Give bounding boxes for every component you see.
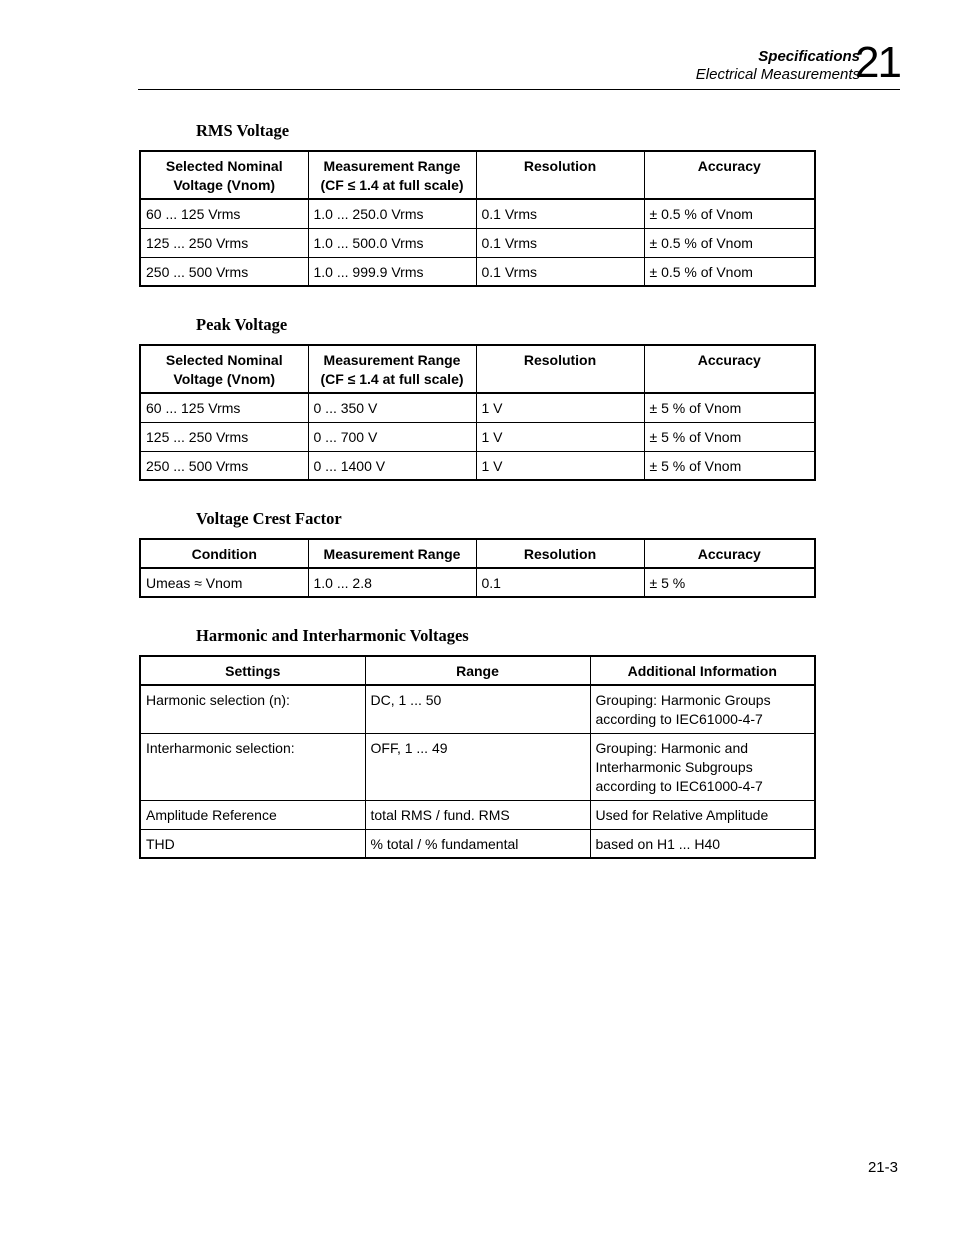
table-cell: 1.0 ... 2.8 [308,568,476,597]
table-row [140,829,815,858]
column-header: Range [365,656,590,685]
table-cell: Harmonic selection (n): [140,685,365,733]
harmonic-voltages-table [139,655,816,859]
table-row [140,422,815,451]
table-row [140,257,815,286]
table-cell: 1 V [476,422,644,451]
section-title-peak-voltage: Peak Voltage [196,315,288,334]
table-cell: ± 5 % [644,568,815,597]
column-header: Accuracy [644,151,815,199]
table-cell: DC, 1 ... 50 [365,685,590,733]
peak-voltage-table [139,344,816,481]
column-header: Measurement Range (CF ≤ 1.4 at full scale) [308,151,476,199]
table-row [140,199,815,228]
table-cell: 0 ... 700 V [308,422,476,451]
table-cell: 0 ... 350 V [308,393,476,422]
voltage-crest-factor-table [139,538,816,598]
table-cell: 0.1 [476,568,644,597]
table-cell: 0.1 Vrms [476,257,644,286]
table-cell: 1 V [476,393,644,422]
table-cell: ± 5 % of Vnom [644,451,815,480]
table-cell: 60 ... 125 Vrms [140,199,308,228]
table-cell: ± 5 % of Vnom [644,422,815,451]
table-cell: 0.1 Vrms [476,199,644,228]
table-cell: Grouping: Harmonic and Interharmonic Subgroups according to IEC61000-4-7 [590,733,815,800]
table-cell: 1 V [476,451,644,480]
column-header: Accuracy [644,345,815,393]
table-row [140,393,815,422]
rms-voltage-table [139,150,816,287]
table-cell: 125 ... 250 Vrms [140,422,308,451]
table-cell: Used for Relative Amplitude [590,800,815,829]
table-row [140,800,815,829]
header-title: Specifications [758,48,860,65]
header-titles [696,48,860,84]
header-subtitle: Electrical Measurements [695,66,860,83]
column-header: Resolution [476,151,644,199]
table-cell: THD [140,829,365,858]
chapter-number: 21 [855,38,900,87]
table-cell: 0 ... 1400 V [308,451,476,480]
table-cell: ± 0.5 % of Vnom [644,257,815,286]
table-cell: ± 0.5 % of Vnom [644,199,815,228]
table-row [140,451,815,480]
table-cell: 1.0 ... 500.0 Vrms [308,228,476,257]
column-header: Resolution [476,539,644,568]
table-row [140,685,815,733]
column-header: Selected Nominal Voltage (Vnom) [140,151,308,199]
table-cell: ± 5 % of Vnom [644,393,815,422]
table-cell: 60 ... 125 Vrms [140,393,308,422]
table-cell: Umeas ≈ Vnom [140,568,308,597]
column-header: Measurement Range [308,539,476,568]
table-cell: ± 0.5 % of Vnom [644,228,815,257]
table-cell: % total / % fundamental [365,829,590,858]
column-header: Selected Nominal Voltage (Vnom) [140,345,308,393]
table-cell: 125 ... 250 Vrms [140,228,308,257]
table-cell: 250 ... 500 Vrms [140,451,308,480]
column-header: Resolution [476,345,644,393]
table-cell: 1.0 ... 999.9 Vrms [308,257,476,286]
page-number: 21-3 [867,1159,898,1176]
section-title-voltage-crest-factor: Voltage Crest Factor [196,509,342,528]
column-header: Additional Information [590,656,815,685]
section-title-rms-voltage: RMS Voltage [196,121,290,140]
column-header: Condition [140,539,308,568]
section-title-harmonic-voltages: Harmonic and Interharmonic Voltages [196,626,469,645]
column-header: Measurement Range (CF ≤ 1.4 at full scale) [308,345,476,393]
page-header [138,38,900,90]
table-row [140,568,815,597]
table-cell: 1.0 ... 250.0 Vrms [308,199,476,228]
table-cell: total RMS / fund. RMS [365,800,590,829]
table-cell: 250 ... 500 Vrms [140,257,308,286]
table-row [140,228,815,257]
table-cell: Interharmonic selection: [140,733,365,800]
table-cell: Grouping: Harmonic Groups according to IEC61000-4-7 [590,685,815,733]
table-cell: Amplitude Reference [140,800,365,829]
table-cell: based on H1 ... H40 [590,829,815,858]
column-header: Accuracy [644,539,815,568]
table-row [140,733,815,800]
column-header: Settings [140,656,365,685]
table-cell: OFF, 1 ... 49 [365,733,590,800]
table-cell: 0.1 Vrms [476,228,644,257]
